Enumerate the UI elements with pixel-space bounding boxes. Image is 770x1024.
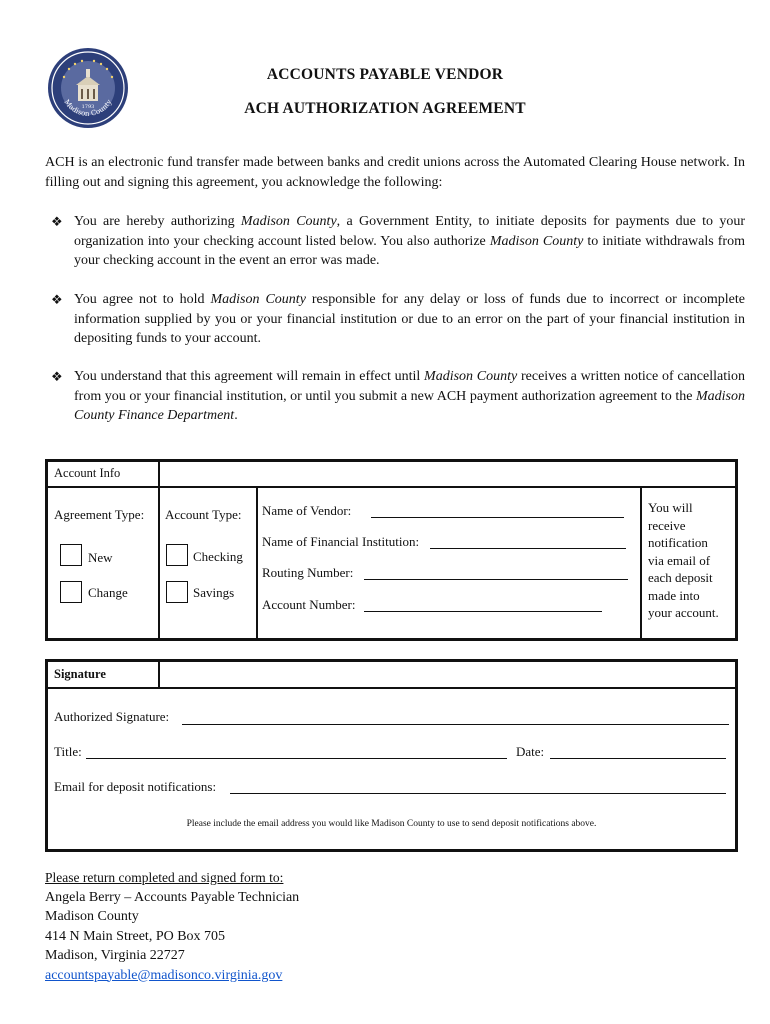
change-option-label: Change [88, 585, 128, 600]
diamond-bullet-icon: ❖ [51, 292, 63, 307]
return-city: Madison, Virginia 22727 [45, 948, 185, 963]
financial-institution-label: Name of Financial Institution: [262, 534, 420, 549]
form-title-line2: ACH AUTHORIZATION AGREEMENT [244, 100, 526, 117]
account-number-field[interactable] [364, 611, 602, 612]
title-field[interactable] [86, 758, 507, 759]
signature-table [45, 659, 738, 852]
email-note: Please include the email address you would like Madison County to use to send deposit notifications above. [186, 819, 597, 829]
return-street: 414 N Main Street, PO Box 705 [45, 928, 226, 944]
account-info-table [45, 459, 738, 641]
title-label: Title: [54, 744, 82, 759]
acknowledgement-item: ❖ You agree not to hold Madison County responsible for any delay or loss of funds due to incorrect or incomplete information supplied by you or your financial institution or due to an error on the part of your financial institution in depositing funds to your account. [51, 292, 745, 346]
authorized-signature-label: Authorized Signature: [54, 709, 170, 724]
checking-option-label: Checking [193, 549, 243, 564]
svg-text:Madison County: Madison County [62, 98, 114, 118]
authorized-signature-field[interactable] [182, 724, 729, 725]
savings-option-label: Savings [193, 585, 235, 600]
date-field[interactable] [550, 758, 726, 759]
intro-paragraph: ACH is an electronic fund transfer made between banks and credit unions across the Automated Clearing House network. In filling out and signing this agreement, you acknowledge the following: [45, 155, 745, 190]
diamond-bullet-icon: ❖ [51, 214, 63, 229]
email-notifications-field[interactable] [230, 793, 726, 794]
change-checkbox[interactable] [60, 581, 82, 603]
account-number-label: Account Number: [262, 597, 356, 612]
checking-checkbox[interactable] [166, 544, 188, 566]
date-label: Date: [516, 744, 545, 759]
notification-notice: You will receive notification via email of each deposit made into your account. [648, 500, 719, 620]
return-email-link[interactable]: accountspayable@madisonco.virginia.gov [45, 967, 283, 983]
new-option-label: New [88, 550, 113, 565]
routing-number-label: Routing Number: [262, 565, 354, 580]
acknowledgement-item: ❖ You are hereby authorizing Madison County, a Government Entity, to initiate deposits for payments due to your organization into your checking account listed below. You also authorize Madison County to initiate withdrawals from your checking account in the event an error was made. [51, 214, 746, 268]
new-checkbox[interactable] [60, 544, 82, 566]
routing-number-field[interactable] [364, 579, 628, 580]
return-heading: Please return completed and signed form to: [45, 870, 284, 885]
signature-heading: Signature [54, 667, 106, 681]
diamond-bullet-icon: ❖ [51, 369, 63, 384]
financial-institution-field[interactable] [430, 548, 626, 549]
email-notifications-label: Email for deposit notifications: [54, 779, 217, 794]
agreement-type-label: Agreement Type: [54, 507, 145, 522]
vendor-name-field[interactable] [371, 517, 624, 518]
vendor-name-label: Name of Vendor: [262, 503, 352, 518]
savings-checkbox[interactable] [166, 581, 188, 603]
return-contact: Angela Berry – Accounts Payable Technician [45, 889, 300, 905]
acknowledgement-item: ❖ You understand that this agreement will remain in effect until Madison County receives a written notice of cancellation from you or your financial institution, or until you submit a new ACH payment authorization agreement to the Madison County Finance Department. [51, 369, 745, 423]
return-info [45, 868, 299, 985]
return-org: Madison County [45, 909, 139, 924]
account-info-heading: Account Info [54, 466, 121, 480]
account-type-label: Account Type: [165, 507, 242, 522]
form-title-line1: ACCOUNTS PAYABLE VENDOR [266, 66, 504, 83]
svg-text:1793: 1793 [81, 104, 95, 110]
